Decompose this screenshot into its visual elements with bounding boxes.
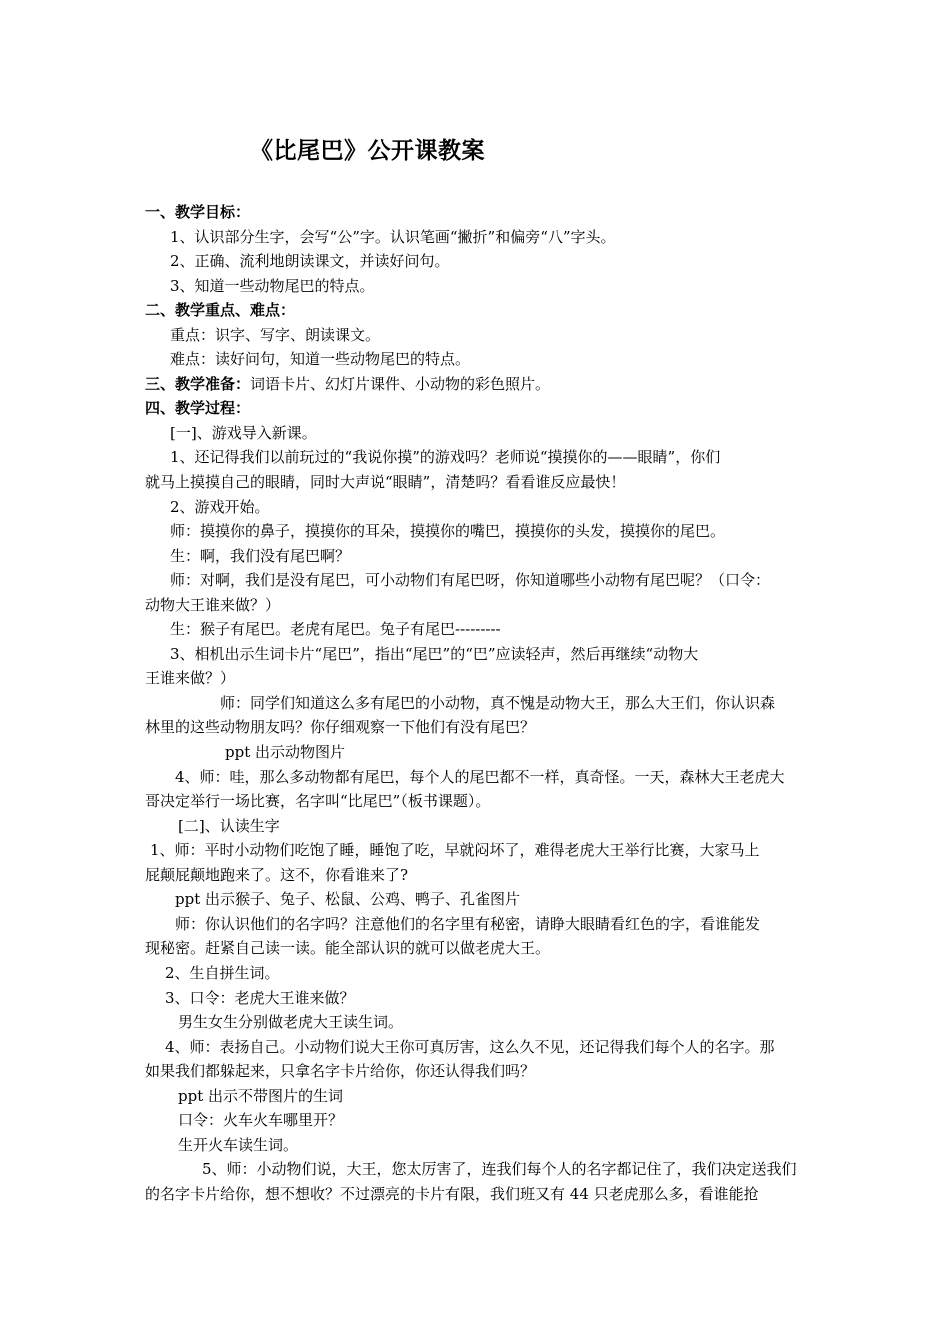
paragraph-line: 3、口令：老虎大王谁来做？ <box>165 988 355 1007</box>
preparation-line <box>145 372 810 397</box>
keypoint-item: 难点：读好问句，知道一些动物尾巴的特点。 <box>170 350 471 369</box>
section-heading-process: 四、教学过程： <box>145 399 251 418</box>
paragraph-line: 3、相机出示生词卡片“尾巴”，指出“尾巴”的“巴”应读轻声，然后再继续“动物大 <box>170 644 699 663</box>
paragraph-line: 师：同学们知道这么多有尾巴的小动物，真不愧是动物大王，那么大王们，你认识森 <box>220 693 776 712</box>
paragraph-line: 口令：火车火车哪里开？ <box>178 1111 344 1130</box>
paragraph-line: 1、还记得我们以前玩过的“我说你摸”的游戏吗？老师说“摸摸你的——眼睛”，你们 <box>170 448 721 467</box>
paragraph-line: 生开火车读生词。 <box>178 1135 299 1154</box>
paragraph-line: 师：对啊，我们是没有尾巴，可小动物们有尾巴呀，你知道哪些小动物有尾巴呢？（口令： <box>170 571 771 590</box>
paragraph-line: 2、生自拼生词。 <box>165 963 280 982</box>
goal-item: 2、正确、流利地朗读课文，并读好问句。 <box>170 252 450 271</box>
section-heading-goals: 一、教学目标： <box>145 203 251 221</box>
paragraph-line: 师：摸摸你的鼻子，摸摸你的耳朵，摸摸你的嘴巴，摸摸你的头发，摸摸你的尾巴。 <box>170 522 726 541</box>
paragraph-line: ppt 出示动物图片 <box>225 743 346 762</box>
paragraph-line: 5、师：小动物们说，大王，您太厉害了，连我们每个人的名字都记住了，我们决定送我们 <box>202 1160 797 1179</box>
paragraph-line: 的名字卡片给你，想不想收？不过漂亮的卡片有限，我们班又有 44 只老虎那么多，看谁能抢 <box>145 1184 759 1203</box>
paragraph-line: 林里的这些动物朋友吗？你仔细观察一下他们有没有尾巴？ <box>145 718 536 737</box>
goal-item: 1、认识部分生字，会写“公”字。认识笔画“撇折”和偏旁“八”字头。 <box>170 227 616 246</box>
preparation-text: 词语卡片、幻灯片课件、小动物的彩色照片。 <box>250 374 551 393</box>
paragraph-line: 如果我们都躲起来，只拿名字卡片给你，你还认得我们吗？ <box>145 1062 536 1081</box>
paragraph-line: 生：猴子有尾巴。老虎有尾巴。兔子有尾巴--------- <box>170 620 501 639</box>
document-title: 《比尾巴》公开课教案 <box>250 138 485 164</box>
paragraph-line: 就马上摸摸自己的眼睛，同时大声说“眼睛”，清楚吗？看看谁反应最快！ <box>145 473 626 492</box>
paragraph-line: 哥决定举行一场比赛，名字叫“比尾巴”（板书课题）。 <box>145 792 491 811</box>
paragraph-line: 王谁来做？） <box>145 669 236 688</box>
paragraph-line: 1、师：平时小动物们吃饱了睡，睡饱了吃，早就闷坏了，难得老虎大王举行比赛，大家马上 <box>150 841 760 860</box>
paragraph-line: 生：啊，我们没有尾巴啊？ <box>170 546 351 565</box>
paragraph-line: 屁颠屁颠地跑来了。这不，你看谁来了? <box>145 865 409 884</box>
process-subheading: [一]、游戏导入新课。 <box>170 423 317 442</box>
document-body <box>145 200 810 1206</box>
goal-item: 3、知道一些动物尾巴的特点。 <box>170 276 375 295</box>
paragraph-line: 动物大王谁来做？） <box>145 595 281 614</box>
paragraph-line: 男生女生分别做老虎大王读生词。 <box>178 1013 404 1032</box>
paragraph-line: 师：你认识他们的名字吗？注意他们的名字里有秘密，请睁大眼睛看红色的字，看谁能发 <box>175 914 761 933</box>
section-heading-keypoints: 二、教学重点、难点： <box>145 301 296 320</box>
process-subheading: [二]、认读生字 <box>178 816 280 835</box>
keypoint-item: 重点：识字、写字、朗读课文。 <box>170 325 381 344</box>
paragraph-line: 4、师：哇，那么多动物都有尾巴，每个人的尾巴都不一样，真奇怪。一天，森林大王老虎大 <box>175 767 785 786</box>
paragraph-line: 2、游戏开始。 <box>170 497 270 516</box>
paragraph-line: 现秘密。赶紧自己读一读。能全部认识的就可以做老虎大王。 <box>145 939 551 958</box>
paragraph-line: 4、师：表扬自己。小动物们说大王你可真厉害，这么久不见，还记得我们每个人的名字。那 <box>165 1037 775 1056</box>
paragraph-line: ppt 出示猴子、兔子、松鼠、公鸡、鸭子、孔雀图片 <box>175 890 521 909</box>
paragraph-line: ppt 出示不带图片的生词 <box>178 1086 344 1105</box>
section-heading-preparation: 三、教学准备： <box>145 374 251 393</box>
